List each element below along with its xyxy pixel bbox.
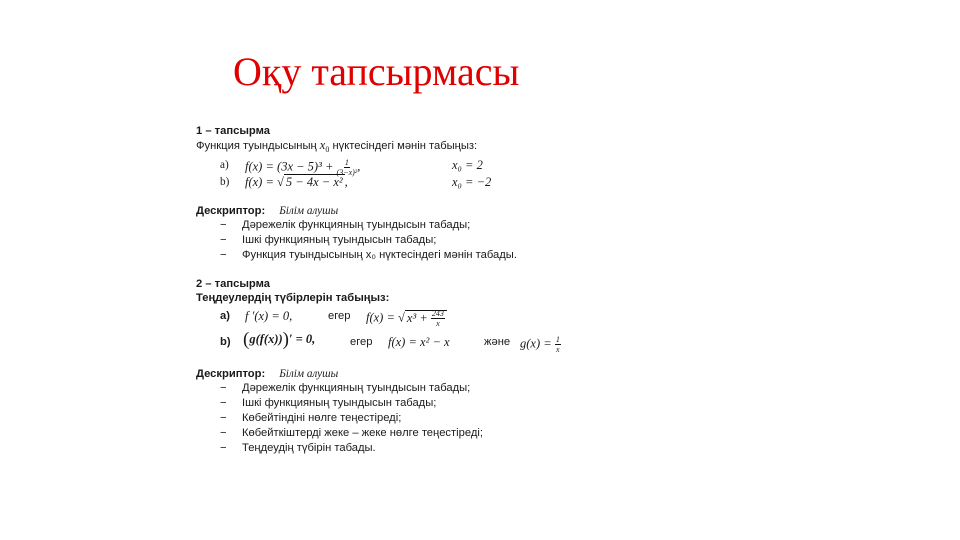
- descriptor-label: Дескриптор:: [196, 205, 266, 218]
- condition-expression-2: [520, 335, 561, 354]
- sqrt-radicand: [405, 309, 447, 329]
- sqrt-sign-icon: √: [398, 310, 405, 325]
- task2-heading: 2 – тапсырма: [196, 278, 270, 291]
- bullet-text: Ішкі функцияның туындысын табады;: [242, 234, 437, 247]
- list-item: [196, 426, 616, 441]
- bullet-text: Дәрежелік функцияның туындысын табады;: [242, 219, 471, 232]
- fraction-numerator: 1: [555, 335, 560, 345]
- task1-item-b: [196, 175, 616, 192]
- task2-descriptor-header: [196, 367, 616, 381]
- dash: −: [220, 219, 227, 232]
- condition-expression: [366, 309, 447, 328]
- task1-instruction-var: x: [319, 138, 326, 152]
- list-item: [196, 233, 616, 248]
- list-item: [196, 381, 616, 396]
- dash: −: [220, 249, 227, 262]
- descriptor-label: Дескриптор:: [196, 368, 266, 381]
- condition-word: егер: [328, 310, 351, 323]
- task1-instruction-sub: 0: [325, 145, 330, 155]
- task1-instruction: [196, 138, 616, 157]
- task2-instruction: Теңдеулердің түбірлерін табыңыз:: [196, 292, 390, 305]
- fraction-denominator: (3−x)²: [336, 168, 358, 178]
- composition: g(f(x)): [249, 332, 283, 347]
- task-document: [196, 124, 616, 456]
- task1-descriptor-header: [196, 204, 616, 218]
- item-label: а): [220, 310, 230, 323]
- item-expression: [243, 329, 316, 351]
- paren-open: (: [243, 329, 250, 351]
- condition-word: егер: [350, 336, 373, 349]
- bullet-text: Теңдеудің түбірін табады.: [242, 442, 376, 455]
- fraction-numerator: 1: [344, 158, 349, 168]
- expr-main: f(x) = (3x − 5)³ +: [245, 159, 334, 174]
- task2-item-a: [196, 305, 616, 331]
- fraction: [555, 335, 561, 354]
- bullet-text: Дәрежелік функцияның туындысын табады;: [242, 382, 471, 395]
- expr-main: f(x) =: [245, 175, 278, 190]
- item-label: b): [220, 176, 230, 189]
- dash: −: [220, 397, 227, 410]
- item-label: b): [220, 336, 231, 349]
- list-item: [196, 411, 616, 426]
- list-item: [196, 218, 616, 233]
- point-x0: x₀ = −2: [452, 175, 492, 190]
- task1-instruction-after: нүктесіндегі мәнін табыңыз:: [332, 140, 478, 152]
- dash: −: [220, 382, 227, 395]
- task1-heading: 1 – тапсырма: [196, 125, 270, 137]
- dash: −: [220, 442, 227, 455]
- item-expression: f ′(x) = 0,: [245, 309, 293, 324]
- descriptor-subtitle: Білім алушы: [279, 205, 339, 218]
- paren-close: ): [282, 329, 289, 351]
- bullet-text: Көбейткіштерді жеке – жеке нөлге теңестіреді;: [242, 427, 483, 440]
- item-label: а): [220, 159, 229, 172]
- sqrt-lead: x³ +: [406, 310, 428, 325]
- fraction: [431, 309, 445, 328]
- bullet-text: Көбейтіндіні нөлге теңестіреді;: [242, 412, 402, 425]
- list-item: [196, 248, 616, 263]
- expr-tail: ′ = 0,: [288, 332, 316, 347]
- bullet-text: Ішкі функцияның туындысын табады;: [242, 397, 437, 410]
- bullet-text: Функция туындысының x₀ нүктесіндегі мәнін табады.: [242, 249, 517, 262]
- dash: −: [220, 412, 227, 425]
- point-x0: x₀ = 2: [452, 158, 483, 173]
- dash: −: [220, 234, 227, 247]
- cond-lhs: g(x) =: [520, 336, 552, 351]
- fraction-numerator: 243: [431, 309, 444, 319]
- cond-lhs: f(x) =: [366, 310, 395, 325]
- descriptor-subtitle: Білім алушы: [279, 368, 339, 381]
- expr-tail: ,: [357, 159, 361, 174]
- list-item: [196, 396, 616, 411]
- task1-item-a: [196, 158, 616, 178]
- sqrt-radicand: 5 − 4x − x²: [285, 175, 343, 190]
- expr-tail: ,: [344, 175, 348, 190]
- fraction-denominator: x: [436, 319, 440, 329]
- task1-descriptor-list: [196, 218, 616, 263]
- sqrt-sign-icon: √: [277, 175, 284, 190]
- condition-expression-1: f(x) = x² − x: [388, 335, 450, 350]
- task2-item-b: [196, 331, 616, 357]
- fraction-denominator: x: [556, 345, 560, 355]
- slide-title: Оқу тапсырмасы: [233, 49, 520, 94]
- task1-instruction-before: Функция туындысының: [196, 140, 317, 152]
- and-word: және: [484, 336, 511, 349]
- task2-descriptor-list: [196, 381, 616, 456]
- item-expression: [245, 175, 348, 189]
- dash: −: [220, 427, 227, 440]
- list-item: [196, 441, 616, 456]
